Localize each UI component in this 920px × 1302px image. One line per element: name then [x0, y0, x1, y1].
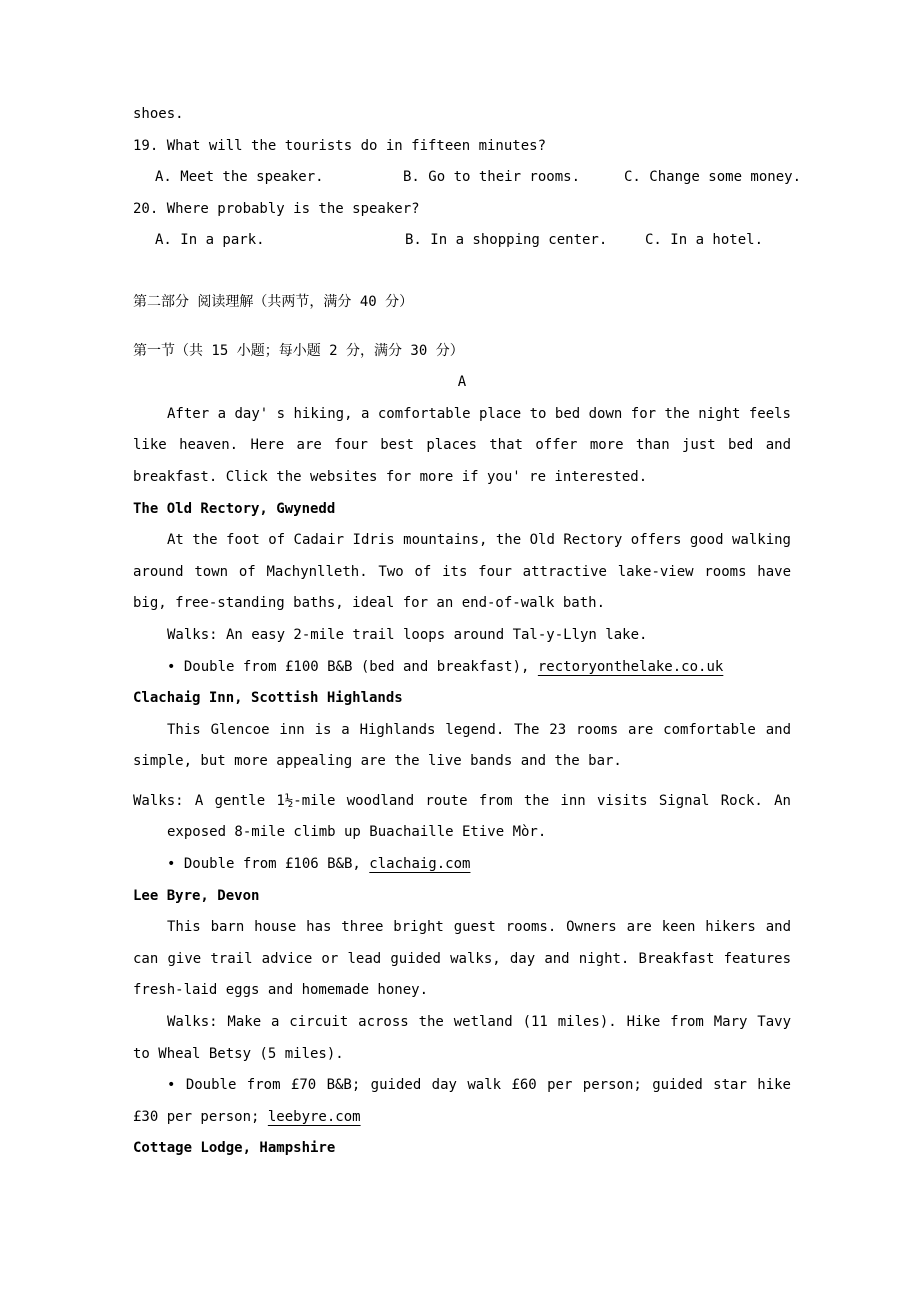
passage-a-label: A — [457, 374, 467, 391]
listing-title-cottage-lodge: Cottage Lodge, Hampshire — [133, 1140, 336, 1157]
question-20-options — [133, 225, 791, 257]
lee-byre-price-text: • Double from £70 B&B; guided day walk £60 per person; guided star hike £30 per person; — [133, 1077, 791, 1125]
paragraph-tail: shoes. — [133, 106, 184, 122]
question-20-stem: 20. Where probably is the speaker? — [133, 200, 420, 217]
question-19-option-b: B. Go to their rooms. — [403, 169, 581, 186]
question-20-option-b: B. In a shopping center. — [405, 232, 608, 249]
clachaig-price-text: • Double from £106 B&B, — [167, 856, 370, 873]
clachaig-description: This Glencoe inn is a Highlands legend. The 23 rooms are comfortable and simple, but more appealing are the live bands and the bar. — [133, 721, 791, 770]
old-rectory-price-text: • Double from £100 B&B (bed and breakfast), — [167, 658, 538, 675]
old-rectory-website-link[interactable]: rectoryonthelake.co.uk — [537, 658, 724, 675]
lee-byre-walks: Walks: Make a circuit across the wetland (11 miles). Hike from Mary Tavy to Wheal Betsy (5 miles). — [133, 1014, 791, 1062]
clachaig-walks: Walks: A gentle 1½-mile woodland route from the inn visits Signal Rock. An exposed 8-mile climb up Buachaille Etive Mòr. — [133, 792, 791, 841]
listing-title-clachaig-inn: Clachaig Inn, Scottish Highlands — [133, 690, 403, 707]
listing-title-old-rectory: The Old Rectory, Gwynedd — [133, 500, 336, 517]
old-rectory-description: At the foot of Cadair Idris mountains, the Old Rectory offers good walking around town of Machynlleth. Two of its four attractive lake-view rooms have big, free-standing baths, ideal for an end-of-walk bath. — [133, 532, 791, 612]
question-19-stem: 19. What will the tourists do in fifteen minutes? — [133, 137, 547, 154]
lee-byre-description: This barn house has three bright guest rooms. Owners are keen hikers and can give trail advice or lead guided walks, day and night. Breakfast features fresh-laid eggs and homemade honey. — [133, 919, 791, 999]
question-19-option-c: C. Change some money. — [624, 169, 802, 186]
page-content — [133, 99, 802, 1165]
question-19-option-a: A. Meet the speaker. — [155, 169, 324, 186]
lee-byre-website-link[interactable]: leebyre.com — [267, 1108, 361, 1125]
old-rectory-price-line — [133, 652, 791, 684]
listing-title-lee-byre: Lee Byre, Devon — [133, 887, 260, 904]
intro-paragraph: After a day' s hiking, a comfortable place to bed down for the night feels like heaven. Here are four best places that offer more than just bed and breakfast. Click the websites for more if you' re interested. — [133, 405, 791, 485]
question-19-options — [133, 162, 802, 194]
lee-byre-price-line — [133, 1070, 791, 1133]
section-one-header: 第一节（共 15 小题；每小题 2 分，满分 30 分） — [133, 342, 464, 359]
question-20-option-c: C. In a hotel. — [645, 232, 764, 249]
clachaig-website-link[interactable]: clachaig.com — [369, 856, 471, 873]
question-20-option-a: A. In a park. — [155, 232, 265, 249]
clachaig-price-line — [133, 849, 791, 881]
part-two-header: 第二部分 阅读理解（共两节，满分 40 分） — [133, 293, 414, 310]
old-rectory-walks: Walks: An easy 2-mile trail loops around Tal-y-Llyn lake. — [167, 626, 648, 643]
